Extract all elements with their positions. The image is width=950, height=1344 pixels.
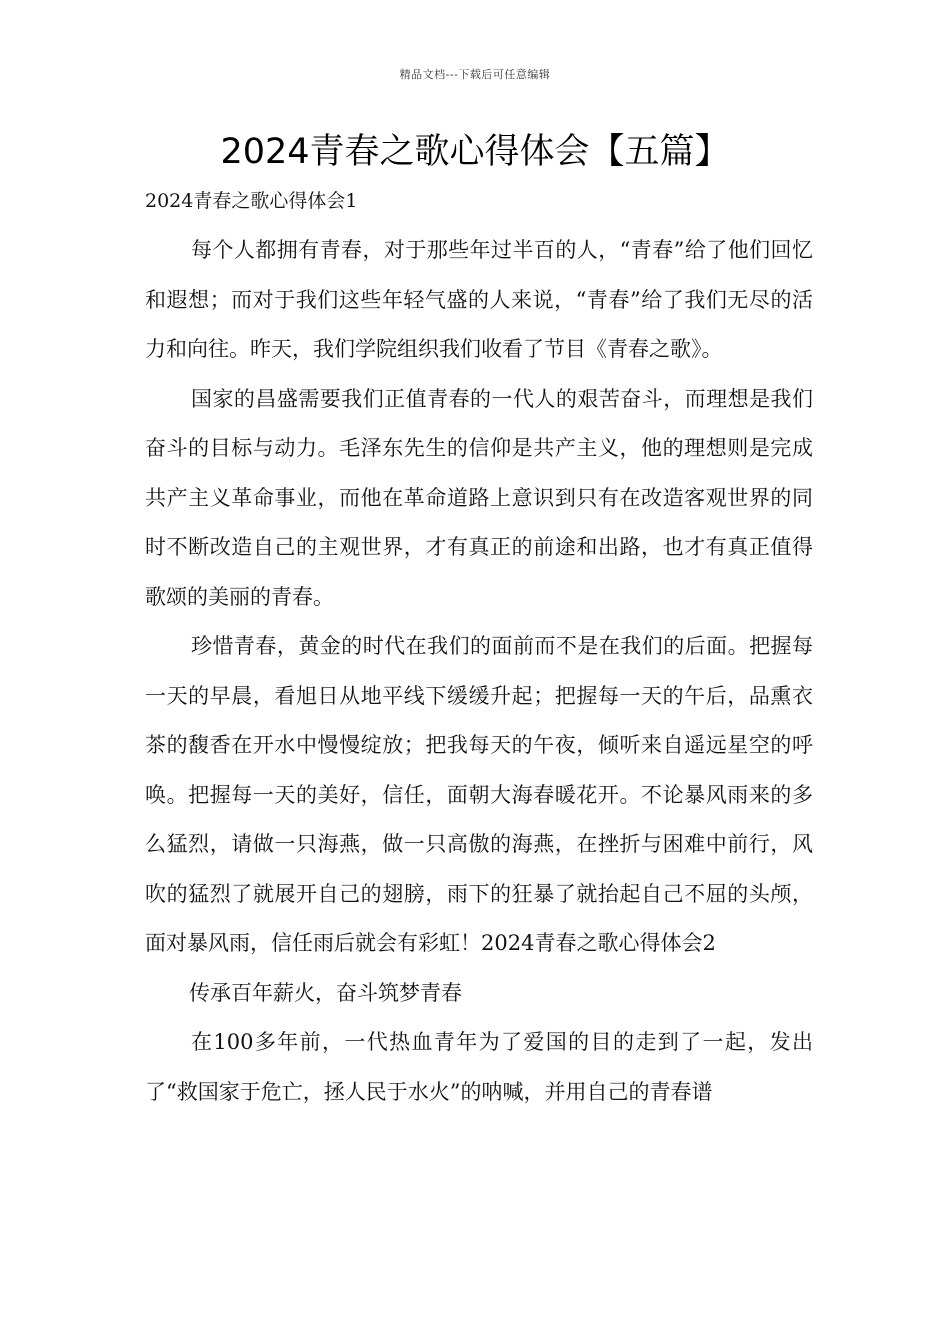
header-note: 精品文档---下载后可任意编辑 <box>399 68 551 81</box>
document-title: 2024青春之歌心得体会【五篇】 <box>220 132 730 172</box>
paragraph: 国家的昌盛需要我们正值青春的一代人的艰苦奋斗，而理想是我们奋斗的目标与动力。毛泽东先生的信仰是共产主义，他的理想则是完成共产主义革命事业，而他在革命道路上意识到只有在改造客观世界的同时不断改造自己的主观世界，才有真正的前途和出路，也才有真正值得歌颂的美丽的青春。 <box>145 386 813 609</box>
paragraph: 每个人都拥有青春，对于那些年过半百的人，“青春”给了他们回忆和遐想；而对于我们这些年轻气盛的人来说，“青春”给了我们无尽的活力和向往。昨天，我们学院组织我们收看了节目《青春之歌》。 <box>145 238 813 361</box>
paragraph: 在100多年前，一代热血青年为了爱国的目的走到了一起，发出了“救国家于危亡，拯人民于水火”的呐喊，并用自己的青春谱 <box>145 1030 813 1104</box>
paragraph: 珍惜青春，黄金的时代在我们的面前而不是在我们的后面。把握每一天的早晨，看旭日从地平线下缓缓升起；把握每一天的午后，品熏衣茶的馥香在开水中慢慢绽放；把我每天的午夜，倾听来自遥远星空的呼唤。把握每一天的美好，信任，面朝大海春暖花开。不论暴风雨来的多么猛烈，请做一只海燕，做一只高傲的海燕，在挫折与困难中前行，风吹的猛烈了就展开自己的翅膀，雨下的狂暴了就抬起自己不屈的头颅，面对暴风雨，信任雨后就会有彩虹！2024青春之歌心得体会2 <box>145 634 813 955</box>
paragraph: 传承百年薪火，奋斗筑梦青春 <box>189 980 462 1005</box>
document-body <box>145 226 813 1117</box>
section-heading: 2024青春之歌心得体会1 <box>145 190 358 212</box>
